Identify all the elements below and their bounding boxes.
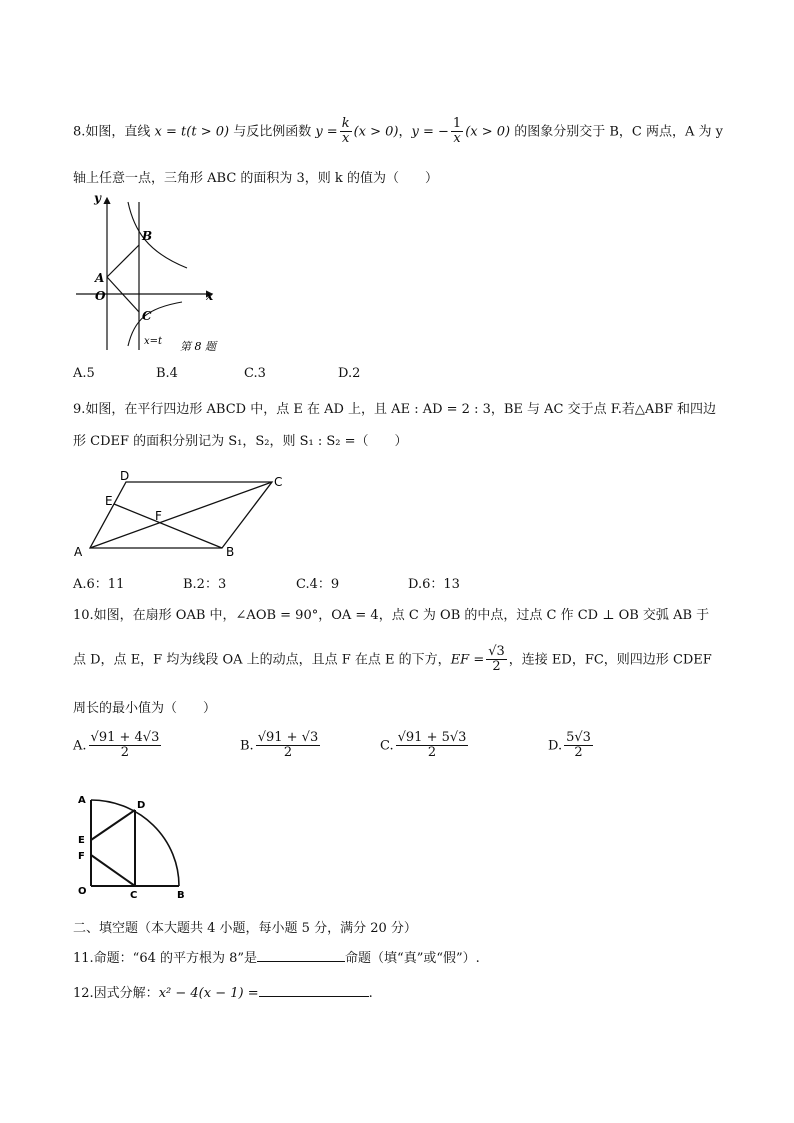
q8-label-x: x: [206, 289, 214, 303]
q8-f1-y: y =: [315, 124, 338, 140]
q8-mid1: 与反比例函数: [229, 124, 316, 140]
q10-choice-c-den: 2: [427, 745, 437, 761]
q9-choice-d[interactable]: D.6：13: [408, 577, 460, 592]
q9-choice-c[interactable]: C.4：9: [296, 577, 340, 592]
q12-post: .: [368, 986, 373, 1001]
q10-label-a: A: [78, 795, 86, 806]
q12-answer-blank[interactable]: [259, 984, 369, 997]
q10-label-e: E: [78, 835, 85, 846]
q10-ef-den: 2: [492, 659, 501, 675]
q10-label-c: C: [130, 890, 138, 901]
q10-choice-d-label: D.: [548, 738, 563, 754]
q9-label-f: F: [155, 509, 162, 523]
q8-label-c: C: [142, 309, 152, 323]
q9-line2: 形 CDEF 的面积分别记为 S₁，S₂，则 S₁ : S₂ =（ ）: [73, 434, 408, 449]
q10-choice-a-num: √91 + 4√3: [90, 730, 160, 745]
q11-post: 命题（填“真”或“假”）.: [345, 951, 480, 966]
q9-label-b: B: [226, 545, 235, 559]
q8-f1-cond: (x > 0): [353, 124, 399, 140]
q10-choice-b[interactable]: [240, 731, 322, 761]
q8-label-b: B: [142, 229, 153, 243]
q9-label-d: D: [120, 469, 130, 483]
q8-choice-d[interactable]: D.2: [338, 366, 361, 381]
q9-line1: 9.如图，在平行四边形 ABCD 中，点 E 在 AD 上，且 AE : AD = 2 : 3，BE 与 AC 交于点 F.若△ABF 和四边: [73, 402, 716, 417]
q12: [73, 982, 373, 1001]
section2-title: 二、填空题（本大题共 4 小题，每小题 5 分，满分 20 分）: [73, 921, 417, 936]
q8-figure: [72, 190, 222, 355]
q10-label-d: D: [137, 800, 146, 811]
q8-f1-den: x: [341, 131, 350, 147]
q9-figure: [70, 468, 300, 560]
q8-line2: 轴上任意一点，三角形 ABC 的面积为 3，则 k 的值为（ ）: [73, 171, 438, 186]
q8-f2-num: 1: [452, 116, 462, 131]
q8-f2-y: y = −: [411, 124, 449, 140]
q10-seg-fc: [91, 855, 135, 886]
q10-label-o: O: [78, 886, 87, 897]
q8-choice-a[interactable]: A.5: [73, 366, 95, 381]
q9-seg-be: [114, 504, 222, 548]
q8-label-o: O: [95, 289, 106, 303]
q10-choice-a-label: A.: [73, 738, 87, 754]
q11-pre: 11.命题：“64 的平方根为 8”是: [73, 951, 258, 966]
q8-label-a: A: [95, 271, 105, 285]
q10-line1: 10.如图，在扇形 OAB 中，∠AOB = 90°，OA = 4，点 C 为 OB 的中点，过点 C 作 CD ⊥ OB 交弧 AB 于: [73, 608, 710, 623]
q10-seg-ed: [91, 810, 135, 840]
q8-choice-b[interactable]: B.4: [156, 366, 178, 381]
q10-label-b: B: [177, 890, 185, 901]
q10-choice-d-num: 5√3: [566, 730, 591, 745]
q8-post: 的图象分别交于 B，C 两点，A 为 y: [510, 124, 724, 140]
q8-line-eq: x = t(t > 0): [154, 124, 230, 140]
q10-choice-a[interactable]: [73, 731, 163, 761]
q8-f1-num: k: [341, 116, 350, 131]
q12-expr: x² − 4(x − 1) =: [158, 986, 259, 1001]
q10-figure: [74, 790, 194, 902]
q8-caption: 第 8 题: [180, 340, 216, 353]
q10-line3: 周长的最小值为（ ）: [73, 701, 217, 716]
q10-choice-b-label: B.: [240, 738, 254, 754]
q10-choice-a-den: 2: [120, 745, 130, 761]
q11-answer-blank[interactable]: [257, 949, 345, 962]
q10-ef-lhs: EF =: [450, 652, 485, 668]
q9-choice-a[interactable]: A.6：11: [73, 577, 125, 592]
q10-label-f: F: [78, 851, 85, 862]
q8-pre: 8.如图，直线: [73, 124, 155, 140]
q8-label-xt: x=t: [144, 336, 163, 347]
q8-label-y: y: [94, 191, 101, 205]
q9-label-e: E: [105, 494, 113, 508]
q10-ef-frac: [486, 645, 507, 675]
q8-mid2: ，: [398, 124, 412, 140]
q10-choice-d-den: 2: [574, 745, 583, 761]
q8-f2-frac: [451, 117, 463, 147]
q10-line2: [73, 645, 712, 675]
q10-choice-b-num: √91 + √3: [257, 730, 319, 745]
q8-f2-den: x: [453, 131, 461, 147]
q10-ef-num: √3: [488, 644, 505, 659]
q11: [73, 947, 480, 966]
q8-curve-k: [128, 202, 187, 268]
q9-label-a: A: [74, 545, 83, 559]
q8-line1: [73, 117, 723, 147]
q10-choice-b-den: 2: [283, 745, 293, 761]
q8-f2-cond: (x > 0): [465, 124, 511, 140]
q10-choice-c-num: √91 + 5√3: [397, 730, 467, 745]
q8-seg-ab: [107, 245, 139, 277]
q9-diag-ac: [90, 482, 272, 548]
q10-line2-pre: 点 D，点 E，F 均为线段 OA 上的动点，且点 F 在点 E 的下方，: [73, 652, 451, 668]
q12-pre: 12.因式分解：: [73, 986, 159, 1001]
q10-choice-c-label: C.: [380, 738, 394, 754]
q10-choice-c[interactable]: [380, 731, 470, 761]
q10-line2-post: ，连接 ED，FC，则四边形 CDEF: [508, 652, 712, 668]
q9-choice-b[interactable]: B.2：3: [183, 577, 227, 592]
q8-choice-c[interactable]: C.3: [244, 366, 266, 381]
q8-f1-frac: [340, 117, 352, 147]
q9-label-c: C: [274, 475, 283, 489]
q10-choice-d[interactable]: [548, 731, 595, 761]
